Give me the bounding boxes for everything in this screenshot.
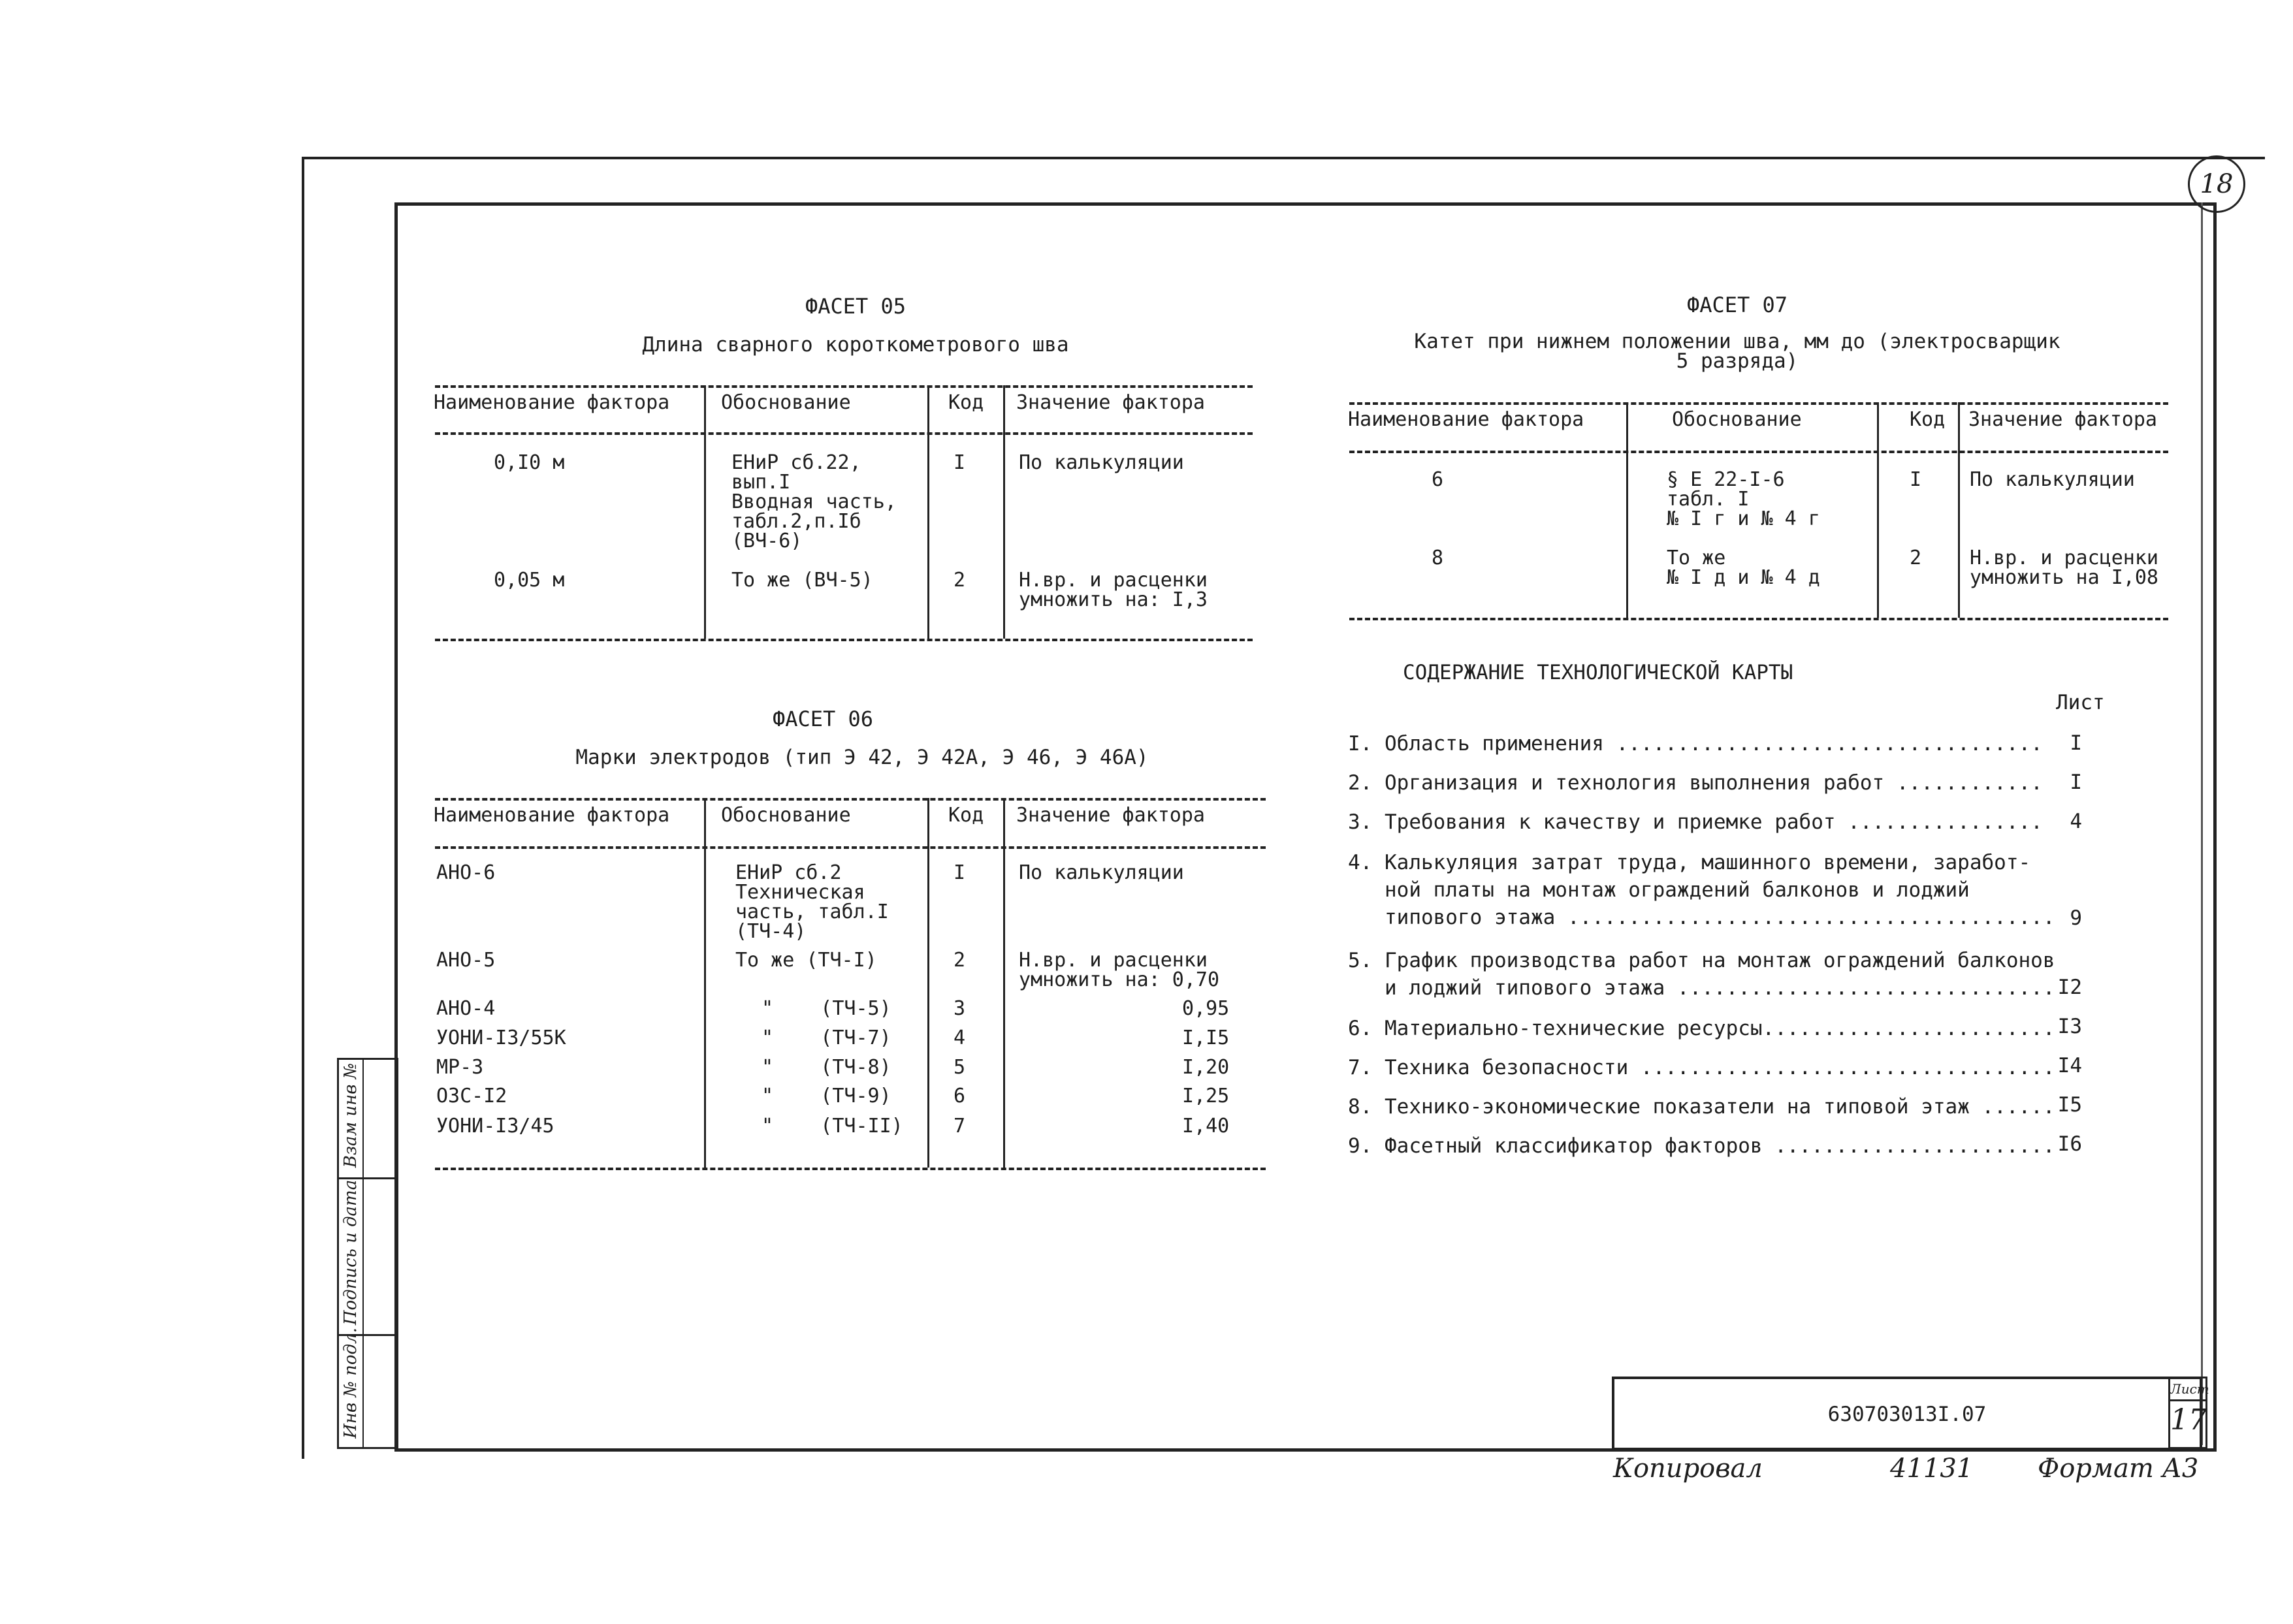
facet07-row1-name: 6 [1432,468,1444,491]
title-block [1612,1377,2202,1450]
facet06-row5-value: I,20 [1182,1056,1230,1079]
facet06-header-basis: Обоснование [721,804,851,827]
table-col-line [704,798,706,1168]
facet06-row4-basis: " (ТЧ-7) [762,1027,891,1049]
toc-item: 8. Технико-экономические показатели на типовой этаж ...... [1348,1095,2055,1119]
table-rule [435,639,1253,641]
facet07-header-name: Наименование фактора [1348,408,1584,431]
side-stamp-cell-line [339,1177,396,1179]
sheet-label: Лист [2170,1378,2205,1401]
facet05-subtitle: Длина сварного короткометрового шва [642,333,1069,357]
facet05-row1-value: По калькуляции [1019,451,1184,474]
facet06-row7-basis: " (ТЧ-II) [762,1115,903,1138]
facet05-row1-code: I [954,451,966,474]
facet05-row1-basis: ЕНиР сб.22, вып.I Вводная часть, табл.2,п.Iб (ВЧ-6) [731,451,897,552]
facet05-row1-name: 0,I0 м [494,451,565,474]
table-rule [435,846,1266,849]
side-stamp-replace-label: Взам инв № [341,1062,361,1168]
facet06-row3-name: АНО-4 [436,997,496,1020]
table-col-line [1003,798,1005,1168]
facet06-row1-name: АНО-6 [436,861,496,884]
facet06-row4-name: УОНИ-I3/55К [436,1027,566,1049]
toc-item: 4. Калькуляция затрат труда, машинного времени, заработ- ной платы на монтаж ограждений балконов и лоджий типового этажа ........................................ [1348,851,2055,929]
facet07-header-value: Значение фактора [1968,408,2157,431]
facet05-row2-value: Н.вр. и расценки умножить на: I,3 [1019,569,1208,611]
facet06-row7-name: УОНИ-I3/45 [436,1115,554,1138]
table-rule [435,432,1253,435]
facet07-row2-code: 2 [1910,547,1922,569]
toc-item: 3. Требования к качеству и приемке работ ................ [1348,810,2043,834]
facet06-row2-code: 2 [954,949,966,972]
facet06-row4-value: I,I5 [1182,1027,1230,1049]
frame-right-line [2201,202,2203,1445]
toc-item-page: 4 [2070,810,2082,833]
table-col-line [1877,402,1879,618]
facet07-subtitle: Катет при нижнем положении шва, мм до (электросварщик 5 разряда) [1414,330,2060,373]
facet07-title: ФАСЕТ 07 [1686,293,1788,317]
facet05-header-name: Наименование фактора [434,391,670,414]
facet07-row2-value: Н.вр. и расценки умножить на I,08 [1970,547,2158,589]
facet07-row1-value: По калькуляции [1970,468,2135,491]
facet06-row2-basis: То же (ТЧ-I) [735,949,877,972]
page-number: 18 [2188,155,2245,213]
facet06-row5-basis: " (ТЧ-8) [762,1056,891,1079]
facet06-header-value: Значение фактора [1016,804,1205,827]
facet05-title: ФАСЕТ 05 [805,294,906,319]
toc-sheet-label: Лист [2056,691,2105,714]
facet06-row4-code: 4 [954,1027,966,1049]
facet07-row1-basis: § Е 22-I-6 табл. I № I г и № 4 г [1667,468,1820,530]
facet06-row2-value: Н.вр. и расценки умножить на: 0,70 [1019,949,1220,991]
toc-item-page: I5 [2057,1093,2082,1117]
footer-number: 41131 [1890,1454,1974,1484]
facet05-row2-name: 0,05 м [494,569,565,592]
side-stamp-divider [362,1060,364,1447]
toc-item-page: I2 [2057,976,2082,999]
toc-item: 2. Организация и технология выполнения работ ............ [1348,771,2043,795]
facet05-row2-basis: То же (ВЧ-5) [731,569,873,592]
facet06-header-name: Наименование фактора [434,804,670,827]
facet06-row3-basis: " (ТЧ-5) [762,997,891,1020]
toc-item-page: 9 [2070,906,2082,930]
side-stamp-signature-label: Подпись и дата [341,1179,361,1326]
toc-item-page: I6 [2057,1132,2082,1156]
facet05-row2-code: 2 [954,569,966,592]
facet06-row6-name: ОЗС-I2 [436,1085,507,1107]
table-col-line [1626,402,1628,618]
footer-format: Формат А3 [2038,1454,2199,1484]
facet06-row1-value: По калькуляции [1019,861,1184,884]
side-stamp [337,1058,398,1449]
facet06-header-code: Код [948,804,984,827]
facet07-row2-basis: То же № I д и № 4 д [1667,547,1820,589]
table-rule [435,1168,1266,1170]
facet07-row1-code: I [1910,468,1922,491]
table-col-line [927,798,929,1168]
toc-item-page: I [2070,771,2082,794]
table-rule [1349,402,2168,405]
toc-item: I. Область применения ................................... [1348,732,2043,756]
toc-item: 7. Техника безопасности .................................. [1348,1056,2055,1079]
facet06-row5-name: МР-3 [436,1056,484,1079]
facet07-header-code: Код [1910,408,1946,431]
facet06-subtitle: Марки электродов (тип Э 42, Э 42А, Э 46, Э 46А) [575,746,1149,769]
toc-item-page: I3 [2057,1015,2082,1038]
facet06-row1-basis: ЕНиР сб.2 Техническая часть, табл.I (ТЧ-4) [735,861,889,943]
table-rule [1349,618,2168,620]
table-col-line [1958,402,1960,618]
toc-item-page: I [2070,731,2082,755]
facet07-row2-name: 8 [1432,547,1444,569]
sheet-box [2168,1377,2207,1449]
facet05-header-basis: Обоснование [721,391,851,414]
facet06-row3-code: 3 [954,997,966,1020]
facet05-header-value: Значение фактора [1016,391,1205,414]
table-rule [435,798,1266,801]
side-stamp-inv-label: Инв № подл. [341,1328,361,1439]
document-code: 630703013I.07 [1827,1403,1987,1426]
table-rule [435,385,1253,388]
toc-title: СОДЕРЖАНИЕ ТЕХНОЛОГИЧЕСКОЙ КАРТЫ [1403,661,1793,684]
toc-item: 5. График производства работ на монтаж ограждений балконов и лоджий типового этажа ............................... [1348,949,2055,1000]
footer-copied: Копировал [1613,1454,1763,1484]
table-rule [1349,451,2168,453]
toc-item: 6. Материально-технические ресурсы........................ [1348,1017,2055,1040]
sheet-number: 17 [2170,1403,2207,1437]
facet06-row6-basis: " (ТЧ-9) [762,1085,891,1107]
facet06-row7-value: I,40 [1182,1115,1230,1138]
facet06-row6-value: I,25 [1182,1085,1230,1107]
facet07-header-basis: Обоснование [1672,408,1802,431]
facet05-header-code: Код [948,391,984,414]
facet06-row7-code: 7 [954,1115,966,1138]
table-col-line [704,385,706,639]
facet06-row3-value: 0,95 [1182,997,1230,1020]
facet06-row1-code: I [954,861,966,884]
table-col-line [927,385,929,639]
facet06-row2-name: АНО-5 [436,949,496,972]
toc-item-page: I4 [2057,1054,2082,1077]
facet06-title: ФАСЕТ 06 [772,707,874,731]
toc-item: 9. Фасетный классификатор факторов ....................... [1348,1134,2055,1158]
table-col-line [1003,385,1005,639]
facet06-row6-code: 6 [954,1085,966,1107]
facet06-row5-code: 5 [954,1056,966,1079]
